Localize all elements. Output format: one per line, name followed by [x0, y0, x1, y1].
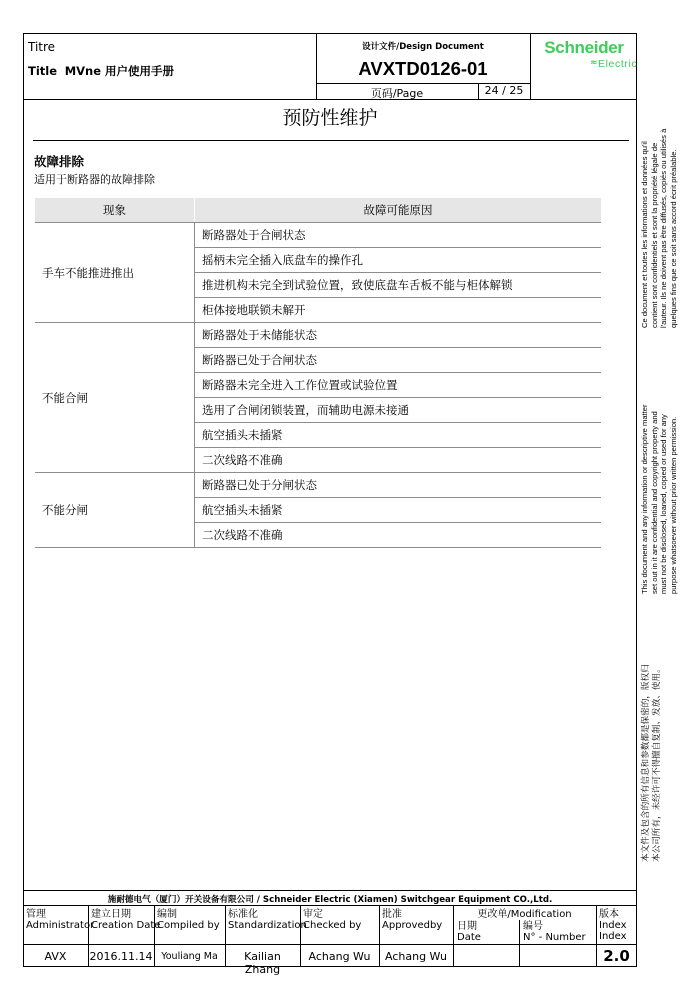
- compiled-by-label-cn: 编制: [157, 909, 177, 920]
- lightning-icon: ≈: [590, 58, 598, 68]
- table-row: [35, 223, 601, 248]
- document-number: AVXTD0126-01: [358, 58, 488, 79]
- footer-divider: [23, 905, 637, 906]
- fault-table: [35, 198, 601, 548]
- cause-cell: 航空插头未插紧: [195, 498, 602, 523]
- company-name: 施耐德电气（厦门）开关设备有限公司 / Schneider Electric (Xiamen) Switchgear Equipment CO.,Ltd.: [107, 895, 553, 905]
- cause-cell: 柜体接地联锁未解开: [195, 298, 602, 323]
- column-header-cause: 故障可能原因: [195, 198, 602, 223]
- symptom-cell: 手车不能推进推出: [35, 223, 195, 323]
- side-note-english: This document and any information or descriptive matter set out in it are confidential and copyright property and must not be disclosed, loaned, copied or used for any purpose whatsoever without prior written permission.: [640, 404, 678, 594]
- standardization-label: [228, 909, 307, 931]
- cause-cell: 断路器处于未储能状态: [195, 323, 602, 348]
- approved-by-label: [382, 909, 442, 931]
- creation-date-value: 2016.11.14: [89, 950, 153, 963]
- checked-by-label-cn: 审定: [303, 909, 323, 920]
- section-title: 预防性维护: [282, 107, 378, 129]
- administrator-label-cn: 管理: [26, 909, 46, 920]
- side-note-chinese: 本文件及包含的所有信息和参数都是保密的，版权归本公司所有，未经许可不得擅自复制、发放、使用。: [640, 664, 661, 862]
- footer-divider: [23, 890, 637, 891]
- table-row: [35, 473, 601, 498]
- title-value: MVne 用户使用手册: [64, 64, 175, 78]
- index-label-en: Index: [599, 920, 627, 931]
- number-label-en: N° - Number: [523, 932, 586, 943]
- checked-by-label-en: Checked by: [303, 920, 362, 931]
- schneider-logo: [532, 38, 636, 80]
- title-underline: [33, 140, 629, 141]
- approved-by-value: Achang Wu: [385, 950, 447, 963]
- modification-label: 更改单/Modification: [477, 909, 572, 920]
- creation-date-label-en: Creation Date: [91, 920, 161, 931]
- page-number: 24 / 25: [484, 84, 524, 97]
- side-note-french: Ce document et toutes les informations et données qu'il contient sont confidentiels et sont la propriété légale de l'auteur. Ils ne doivent pas être diffusés, copiés ou utilisés à quelques fins que ce soit sans accord écrit préalable.: [640, 128, 678, 328]
- subsection-subtitle: 适用于断路器的故障排除: [34, 173, 155, 186]
- compiled-by-value: Youliang Ma: [161, 951, 218, 962]
- title-label: Title: [28, 64, 58, 78]
- footer-divider: [519, 920, 520, 967]
- column-header-symptom: 现象: [35, 198, 195, 223]
- creation-date-label-cn: 建立日期: [91, 909, 131, 920]
- cause-cell: 断路器已处于分闸状态: [195, 473, 602, 498]
- version-label-cn: 版本: [599, 909, 619, 920]
- cause-cell: 航空插头未插紧: [195, 423, 602, 448]
- cause-cell: 选用了合闸闭锁装置，而辅助电源未接通: [195, 398, 602, 423]
- standardization-label-en: Standardization: [228, 920, 307, 931]
- administrator-value: AVX: [44, 950, 67, 963]
- document-title: [28, 63, 174, 79]
- cause-cell: 二次线路不准确: [195, 523, 602, 548]
- modification-number-label: [523, 921, 586, 943]
- checked-by-label: [303, 909, 361, 931]
- logo-main-text: Schneider: [544, 38, 624, 57]
- symptom-cell: 不能分闸: [35, 473, 195, 548]
- date-label-en: Date: [457, 932, 481, 943]
- cause-cell: 断路器处于合闸状态: [195, 223, 602, 248]
- design-document-label: 设计文件/Design Document: [362, 42, 484, 52]
- cause-cell: 二次线路不准确: [195, 448, 602, 473]
- cause-cell: 断路器已处于合闸状态: [195, 348, 602, 373]
- creation-date-label: [91, 909, 160, 931]
- cause-cell: 推进机构未完全到试验位置，致使底盘车舌板不能与柜体解锁: [195, 273, 602, 298]
- subsection-heading: 故障排除: [34, 154, 85, 169]
- date-label-cn: 日期: [457, 921, 477, 932]
- modification-date-label: [457, 921, 481, 943]
- approved-by-label-cn: 批准: [382, 909, 402, 920]
- logo-sub-text: Electric: [598, 58, 638, 70]
- standardization-label-cn: 标准化: [228, 909, 258, 920]
- approved-by-label-en: Approvedby: [382, 920, 443, 931]
- compiled-by-label-en: Compiled by: [157, 920, 220, 931]
- page-label: 页码/Page: [370, 87, 424, 100]
- compiled-by-label: [157, 909, 220, 931]
- titre-label: Titre: [28, 40, 56, 54]
- cause-cell: 摇柄未完全插入底盘车的操作孔: [195, 248, 602, 273]
- standardization-value: Kailian Zhang: [244, 950, 281, 976]
- table-header-row: [35, 198, 601, 223]
- number-label-cn: 编号: [523, 921, 543, 932]
- index-value: 2.0: [603, 947, 630, 965]
- index-label: [599, 909, 627, 942]
- administrator-label-en: Administrator: [26, 920, 95, 931]
- index-label-en-2: Index: [599, 931, 627, 942]
- header-divider: [530, 33, 531, 99]
- checked-by-value: Achang Wu: [308, 950, 371, 963]
- cause-cell: 断路器未完全进入工作位置或试验位置: [195, 373, 602, 398]
- administrator-label: [26, 909, 94, 931]
- table-row: [35, 323, 601, 348]
- footer-divider: [23, 944, 637, 945]
- symptom-cell: 不能合闸: [35, 323, 195, 473]
